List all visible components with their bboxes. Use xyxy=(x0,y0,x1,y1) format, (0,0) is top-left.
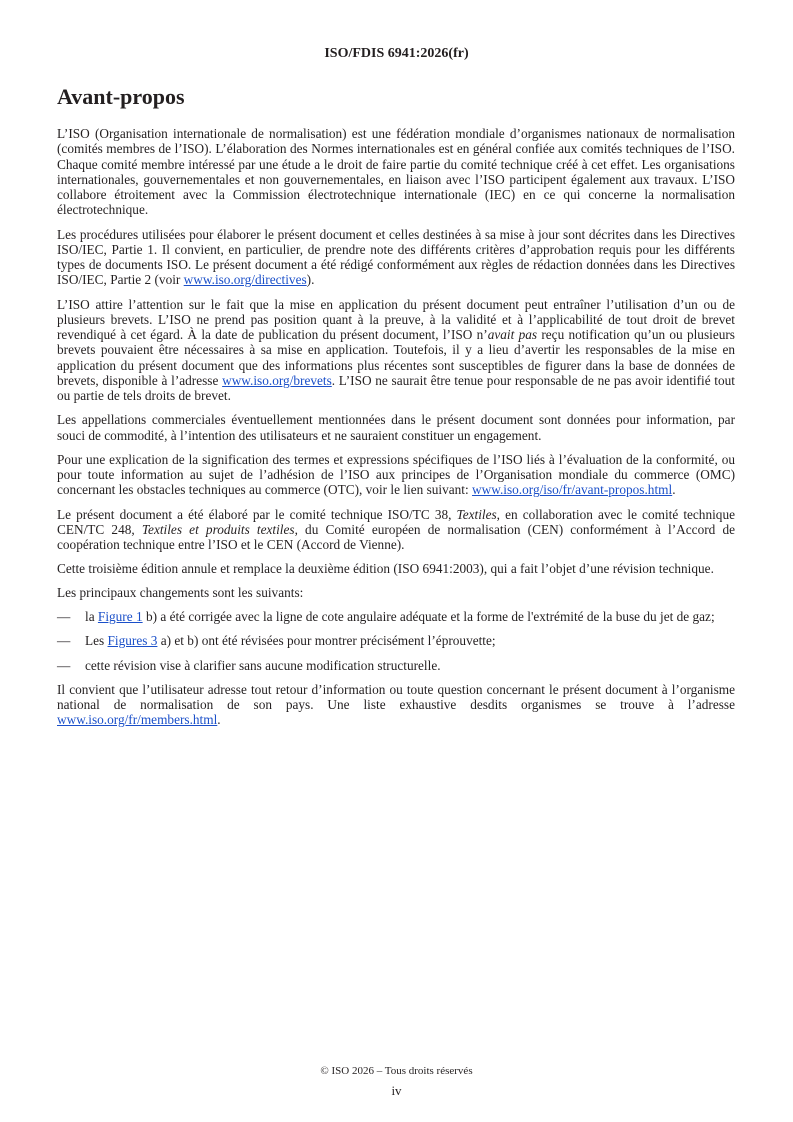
paragraph-procedures xyxy=(57,227,735,288)
paragraph-text: . L’ISO ne saurait être tenue pour responsable de ne pas avoir identifié tout ou partie de tels droits de brevet. xyxy=(57,373,735,404)
paragraph-text: Les appellations commerciales éventuellement mentionnées dans le présent document sont données pour information, par souci de commodité, à l’intention des utilisateurs et ne sauraient constituer un engagement. xyxy=(57,412,735,443)
paragraph-patents xyxy=(57,297,735,404)
footer-copyright: © ISO 2026 – Tous droits réservés xyxy=(320,1065,473,1077)
paragraph-trade-names xyxy=(57,412,735,443)
dash-bullet: — xyxy=(57,633,71,649)
paragraph-text: ). xyxy=(306,272,315,288)
link-directives[interactable]: www.iso.org/directives xyxy=(183,272,307,288)
paragraph-conformity xyxy=(57,452,735,498)
paragraph-iso-intro xyxy=(57,126,735,218)
list-item-text: cette révision vise à clarifier sans aucune modification structurelle. xyxy=(85,657,441,673)
paragraph-text: L’ISO attire l’attention sur le fait que la mise en application du présent document peut entraîner l’utilisation d’un ou de plusieurs brevets. L’ISO ne prend pas position quant à la preuve, à la validité et à l’applicabilité de tout droit de brevet revendiqué à cet égard. À la date de publication du présent document, l’ISO n’ xyxy=(57,296,735,343)
paragraph-text: Il convient que l’utilisateur adresse tout retour d’information ou toute question concernant le présent document à l’organisme national de normalisation de son pays. Une liste exhaustive desdits organismes se trouve à l’adresse xyxy=(57,681,735,712)
paragraph-changes-intro xyxy=(57,585,735,600)
page-header: ISO/FDIS 6941:2026(fr) xyxy=(324,46,469,61)
paragraph-text: L’ISO (Organisation internationale de normalisation) est une fédération mondiale d’organismes nationaux de normalisation (comités membres de l’ISO). L’élaboration des Normes internationales est en général confiée aux comités techniques de l’ISO. Chaque comité membre intéressé par une étude a le droit de faire partie du comité technique créé à cet effet. Les organisations internationales, gouvernementales et non gouvernementales, en liaison avec l’ISO participent également aux travaux. L’ISO collabore étroitement avec la Commission électrotechnique internationale (IEC) en ce qui concerne la normalisation électrotechnique. xyxy=(57,126,735,218)
list-item-text xyxy=(85,633,735,648)
changes-list xyxy=(57,609,735,672)
paragraph-text: Pour une explication de la signification des termes et expressions spécifiques de l’ISO liés à l’évaluation de la conformité, ou pour toute information au sujet de l’adhésion de l’ISO aux principes de l’Organisation mondiale du commerce (OMC) concernant les obstacles techniques au commerce (OTC), voir le lien suivant: xyxy=(57,451,735,498)
paragraph-text: Les principaux changements sont les suivants: xyxy=(57,585,304,601)
paragraph-feedback xyxy=(57,682,735,728)
list-item xyxy=(57,633,735,648)
paragraph-text: reçu notification qu’un ou plusieurs brevets pouvaient être nécessaires à sa mise en application. Toutefois, il y a lieu d’avertir les responsables de la mise en application du présent document que des informations plus récentes sont susceptibles de figurer dans la base de données de brevets, disponible à l’adresse xyxy=(57,327,735,389)
document-body xyxy=(57,126,735,736)
page-number: iv xyxy=(391,1083,402,1098)
link-avant-propos[interactable]: www.iso.org/iso/fr/avant-propos.html xyxy=(472,482,673,498)
emphasis-text: Textiles et produits textiles xyxy=(141,521,295,537)
list-text: Les xyxy=(85,633,108,649)
paragraph-committee xyxy=(57,507,735,553)
page-title: Avant-propos xyxy=(57,84,185,109)
list-item xyxy=(57,609,735,624)
list-text: b) a été corrigée avec la ligne de cote angulaire adéquate et la forme de l'extrémité de la buse du jet de gaz; xyxy=(142,609,715,625)
dash-bullet: — xyxy=(57,609,71,625)
list-item xyxy=(57,658,735,673)
paragraph-text: , du Comité européen de normalisation (CEN) conformément à l’Accord de coopération technique entre l’ISO et le CEN (Accord de Vienne). xyxy=(57,521,736,553)
emphasis-text: Textiles xyxy=(456,506,497,522)
paragraph-edition xyxy=(57,561,735,576)
link-brevets[interactable]: www.iso.org/brevets xyxy=(222,373,332,389)
paragraph-text: Le présent document a été élaboré par le comité technique ISO/TC 38, xyxy=(57,506,457,522)
paragraph-text: Les procédures utilisées pour élaborer le présent document et celles destinées à sa mise à jour sont décrites dans les Directives ISO/IEC, Partie 1. Il convient, en particulier, de prendre note des différents critères d’approbation requis pour les différents types de documents ISO. Le présent document a été rédigé conformément aux règles de rédaction données dans les Directives ISO/IEC, Partie 2 (voir xyxy=(57,226,735,288)
list-item-text xyxy=(85,609,735,624)
link-members[interactable]: www.iso.org/fr/members.html xyxy=(57,712,218,728)
list-text: la xyxy=(85,609,98,625)
paragraph-text: . xyxy=(672,482,676,498)
paragraph-text: Cette troisième édition annule et remplace la deuxième édition (ISO 6941:2003), qui a fait l’objet d’une révision technique. xyxy=(57,561,714,577)
link-figure-1[interactable]: Figure 1 xyxy=(97,609,143,625)
paragraph-text: , en collaboration avec le comité technique CEN/TC 248, xyxy=(57,506,736,537)
emphasis-text: avait pas xyxy=(487,327,538,343)
link-figures-3[interactable]: Figures 3 xyxy=(107,633,158,649)
dash-bullet: — xyxy=(57,657,71,673)
paragraph-text: . xyxy=(217,712,221,728)
list-text: a) et b) ont été révisées pour montrer précisément l’éprouvette; xyxy=(157,633,496,649)
